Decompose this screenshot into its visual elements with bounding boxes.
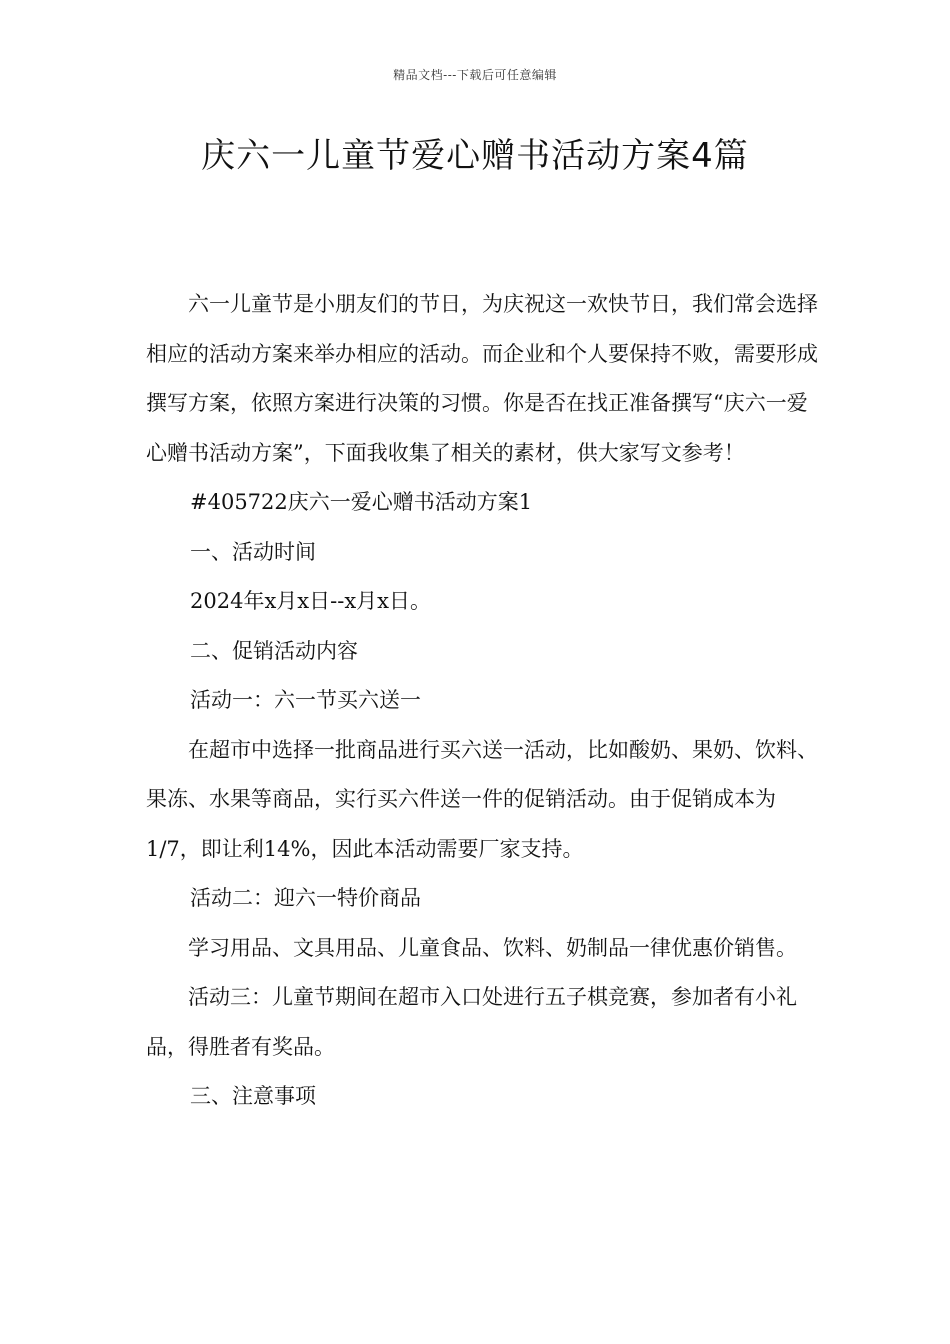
- header-note: 精品文档---下载后可任意编辑: [393, 68, 557, 82]
- activity-three-body: 活动三：儿童节期间在超市入口处进行五子棋竞赛，参加者有小礼品，得胜者有奖品。: [146, 985, 797, 1059]
- document-title: 庆六一儿童节爱心赠书活动方案4篇: [201, 136, 749, 176]
- activity-one-body: 在超市中选择一批商品进行买六送一活动，比如酸奶、果奶、饮料、果冻、水果等商品，实行买六件送一件的促销活动。由于促销成本为1/7，即让利14%，因此本活动需要厂家支持。: [146, 737, 818, 861]
- section-heading: #405722庆六一爱心赠书活动方案1: [190, 490, 533, 514]
- activity-date: 2024年x月x日--x月x日。: [190, 589, 432, 613]
- heading-activity-time: 一、活动时间: [190, 539, 316, 564]
- heading-notes: 三、注意事项: [190, 1084, 316, 1108]
- activity-two-title: 活动二：迎六一特价商品: [190, 886, 421, 910]
- activity-one-title: 活动一：六一节买六送一: [190, 688, 421, 712]
- intro-paragraph: 六一儿童节是小朋友们的节日，为庆祝这一欢快节日，我们常会选择相应的活动方案来举办相应的活动。而企业和个人要保持不败，需要形成撰写方案，依照方案进行决策的习惯。你是否在找正准备撰写“庆六一爱心赠书活动方案”，下面我收集了相关的素材，供大家写文参考！: [146, 292, 818, 465]
- activity-two-body: 学习用品、文具用品、儿童食品、饮料、奶制品一律优惠价销售。: [188, 935, 797, 960]
- document-body: [146, 280, 826, 1122]
- heading-promotion-content: 二、促销活动内容: [190, 638, 358, 663]
